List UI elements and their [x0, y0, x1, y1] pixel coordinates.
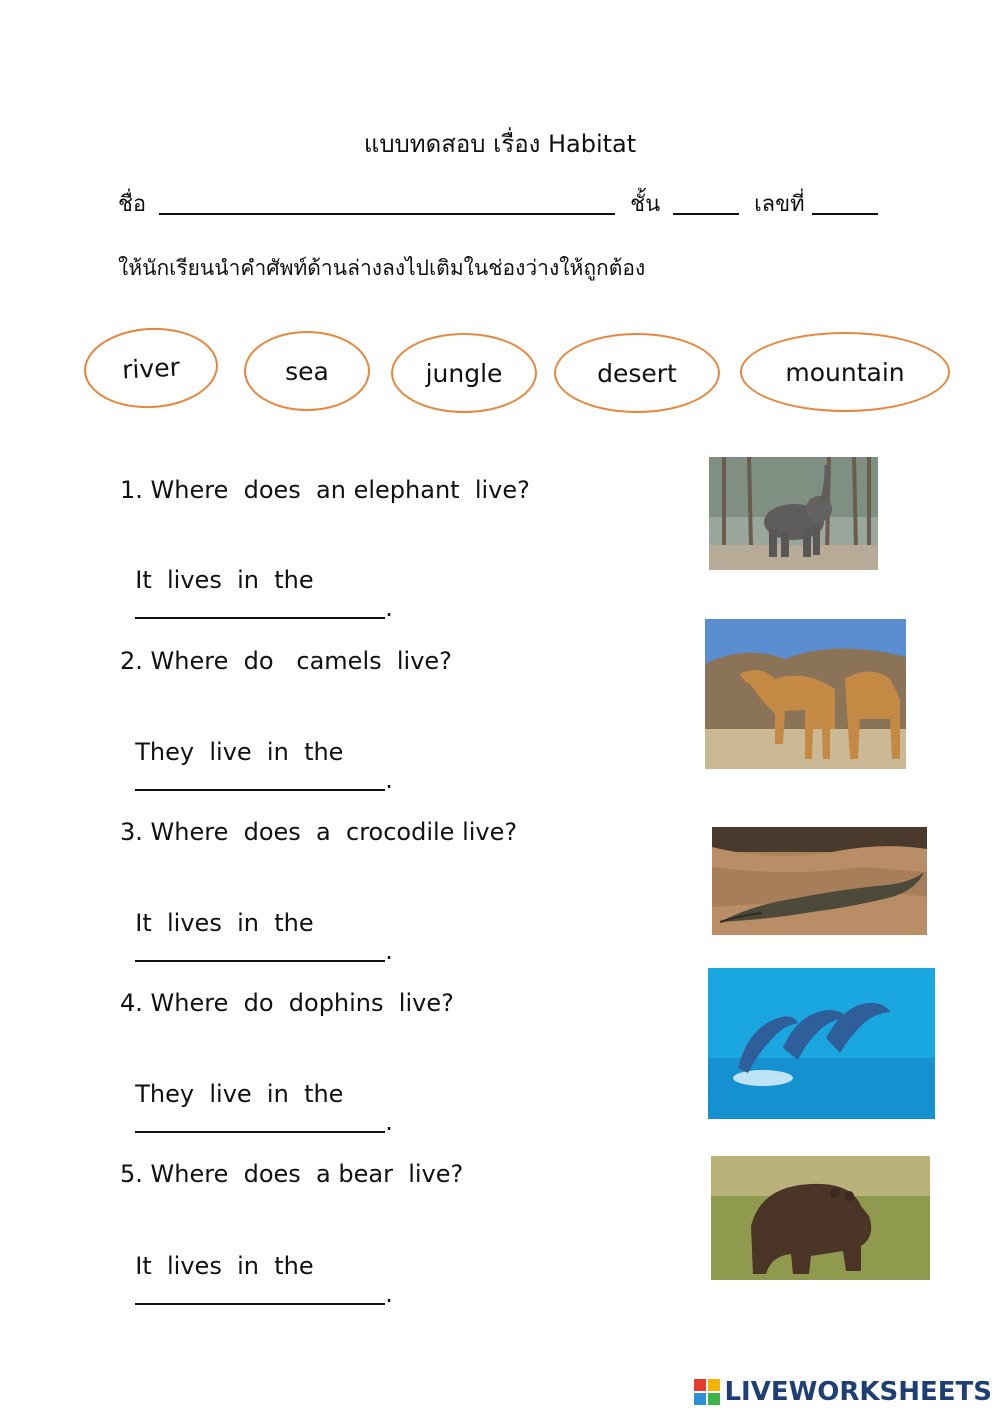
word-jungle: jungle: [391, 333, 537, 413]
name-label: ชื่อ: [118, 192, 147, 217]
liveworksheets-logo-text: LIVEWORKSHEETS: [724, 1377, 992, 1407]
answer-line-5: [120, 1224, 393, 1308]
answer-prefix-1: It lives in the: [135, 566, 314, 594]
answer-line-3: [120, 881, 393, 965]
number-blank[interactable]: [812, 191, 878, 215]
word-mountain: mountain: [740, 332, 950, 412]
answer-blank-2[interactable]: [135, 767, 385, 791]
answer-blank-4[interactable]: [135, 1109, 385, 1133]
name-blank[interactable]: [159, 191, 615, 215]
answer-line-1: [120, 538, 393, 622]
answer-period-4: .: [385, 1108, 393, 1136]
liveworksheets-logo-icon: [694, 1379, 720, 1405]
question-4: 4. Where do dophins live?: [120, 989, 454, 1017]
word-sea: sea: [244, 331, 370, 411]
question-1: 1. Where does an elephant live?: [120, 476, 530, 504]
answer-blank-3[interactable]: [135, 938, 385, 962]
answer-line-2: [120, 710, 393, 794]
student-info-row: [118, 186, 878, 221]
answer-blank-5[interactable]: [135, 1281, 385, 1305]
answer-prefix-4: They live in the: [135, 1080, 344, 1108]
camels-photo: [705, 619, 906, 769]
answer-period-5: .: [385, 1280, 393, 1308]
bear-photo: [711, 1156, 930, 1280]
answer-prefix-3: It lives in the: [135, 909, 314, 937]
question-2: 2. Where do camels live?: [120, 647, 452, 675]
number-label: เลขที่: [754, 192, 805, 217]
answer-blank-1[interactable]: [135, 595, 385, 619]
answer-prefix-2: They live in the: [135, 738, 344, 766]
answer-period-3: .: [385, 937, 393, 965]
question-5: 5. Where does a bear live?: [120, 1160, 464, 1188]
dolphins-photo: [708, 968, 935, 1119]
worksheet-title: แบบทดสอบ เรื่อง Habitat: [363, 130, 637, 158]
crocodile-photo: [712, 827, 927, 935]
liveworksheets-logo: [694, 1377, 992, 1407]
answer-period-1: .: [385, 594, 393, 622]
question-3: 3. Where does a crocodile live?: [120, 818, 518, 846]
answer-line-4: [120, 1052, 393, 1136]
instruction-text: ให้นักเรียนนำคำศัพท์ด้านล่างลงไปเติมในช่องว่างให้ถูกต้อง: [118, 256, 646, 280]
answer-prefix-5: It lives in the: [135, 1252, 314, 1280]
word-river: river: [82, 325, 220, 412]
elephant-photo: [709, 457, 878, 570]
class-label: ชั้น: [630, 192, 661, 217]
answer-period-2: .: [385, 766, 393, 794]
class-blank[interactable]: [673, 191, 739, 215]
word-desert: desert: [554, 333, 720, 413]
